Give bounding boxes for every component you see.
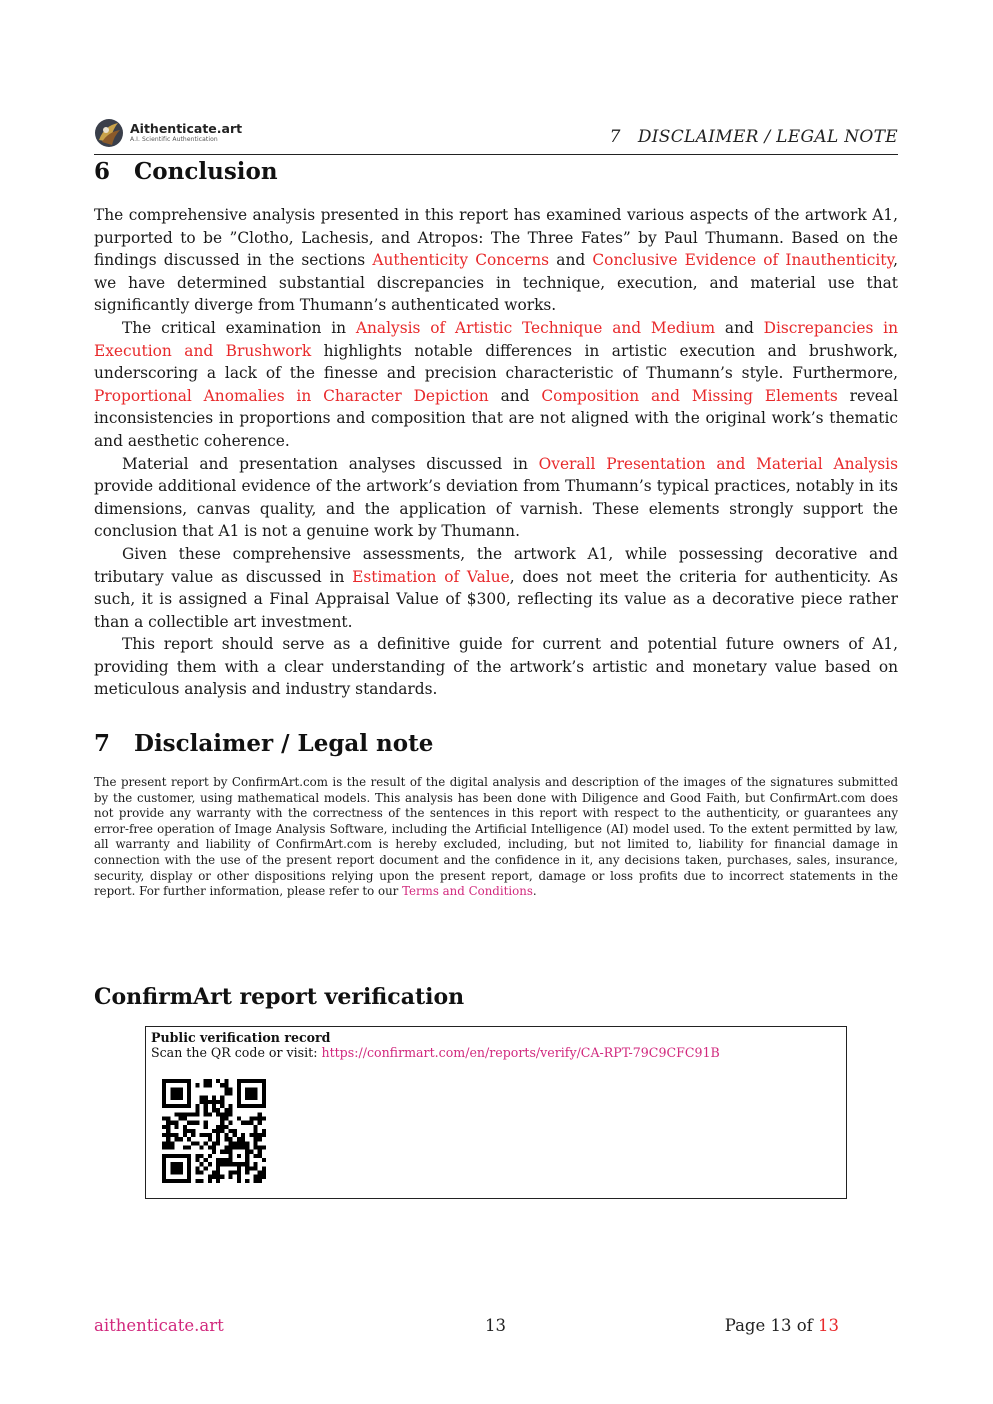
logo-icon <box>94 118 124 148</box>
verification-box <box>145 1026 847 1199</box>
page-header <box>94 118 898 155</box>
section-number: 7 <box>94 730 111 757</box>
page-footer <box>94 1316 839 1338</box>
verification-box-title: Public verification record <box>151 1030 331 1045</box>
text-run: highlights notable differences in artistic execution and brushwork, underscoring a lack of the finesse and precision characteristic of Thumann’s style. Furthermore, <box>94 341 898 383</box>
section-link-artistic-technique[interactable]: Analysis of Artistic Technique and Medium <box>355 318 716 337</box>
paragraph <box>94 453 898 543</box>
footer-page-number: 13 <box>485 1316 506 1335</box>
qr-code-icon[interactable] <box>162 1079 266 1183</box>
text-run: . <box>532 884 537 899</box>
section-number: 6 <box>94 158 111 185</box>
section-link-estimation-of-value[interactable]: Estimation of Value <box>352 567 510 586</box>
section-link-composition-missing[interactable]: Composition and Missing Elements <box>541 386 838 405</box>
paragraph <box>94 633 898 701</box>
text-run: reveal inconsistencies in proportions and composition that are not aligned with the original work’s thematic and aesthetic coherence. <box>94 386 898 450</box>
text-run: The present report by ConfirmArt.com is the result of the digital analysis and description of the images of the signatures submitted by the customer, using mathematical models. This analysis has been done with Diligence and Good Faith, but ConfirmArt.com does not provide any warranty with the correctness of the sentences in this report with respect to the authenticity, or guarantees any error-free operation of Image Analysis Software, including the Artificial Intelligence (AI) model used. To the extent permitted by law, all warranty and liability of ConfirmArt.com is hereby excluded, including, but not limited to, liability for financial damage in connection with the use of the present report document and the confidence in it, any decisions taken, purchases, sales, insurance, security, display or other dispositions relying upon the present report, damage or loss profits due to incorrect statements in the report. For further information, please refer to our <box>94 775 898 899</box>
verification-url-link[interactable]: https://confirmart.com/en/reports/verify/CA-RPT-79C9CFC91B <box>321 1045 720 1060</box>
logo <box>94 118 242 148</box>
running-head: 7 DISCLAIMER / LEGAL NOTE <box>609 127 898 147</box>
section-link-presentation-material[interactable]: Overall Presentation and Material Analysis <box>538 454 898 473</box>
text-run: The comprehensive analysis presented in this report has examined various aspects of the artwork A1, purported to be ”Clotho, Lachesis, and Atropos: The Three Fates” by Paul Thumann. Based on the findings discussed in the sections <box>94 206 898 270</box>
verification-instructions <box>151 1045 720 1060</box>
paragraph <box>94 317 898 453</box>
text-run: , we have determined substantial discrepancies in technique, execution, and material use that significantly diverge from Thumann’s authenticated works. <box>94 251 898 315</box>
disclaimer-heading <box>94 730 433 757</box>
paragraph <box>94 204 898 317</box>
text-run: and <box>549 251 593 270</box>
paragraph <box>94 543 898 633</box>
text-run: Material and presentation analyses discussed in <box>122 454 539 473</box>
text-run: and <box>715 318 764 337</box>
logo-name: Aithenticate.art <box>130 120 243 136</box>
verification-heading: ConfirmArt report verification <box>94 984 465 1010</box>
section-link-authenticity-concerns[interactable]: Authenticity Concerns <box>372 251 550 270</box>
text-run: Given these comprehensive assessments, the artwork A1, while possessing decorative and tributary value as discussed in <box>94 544 898 586</box>
text-run: , does not meet the criteria for authenticity. As such, it is assigned a Final Appraisal Value of $300, reflecting its value as a decorative piece rather than a collectible art investment. <box>94 567 898 631</box>
text-run: The critical examination in <box>122 318 356 337</box>
section-link-discrepancies-execution[interactable]: Discrepancies in Execution and Brushwork <box>94 318 899 360</box>
conclusion-heading <box>94 158 278 185</box>
text-run: Scan the QR code or visit: <box>151 1045 322 1060</box>
text-run: Page 13 of <box>724 1316 818 1335</box>
section-link-conclusive-evidence[interactable]: Conclusive Evidence of Inauthenticity <box>592 251 894 270</box>
logo-tagline: A.I. Scientific Authentication <box>130 136 218 144</box>
text-run: provide additional evidence of the artwork’s deviation from Thumann’s typical practices, notably in its dimensions, canvas quality, and the application of varnish. These elements strongly support the conclusion that A1 is not a genuine work by Thumann. <box>94 477 898 541</box>
text-run: This report should serve as a definitive guide for current and potential future owners of A1, providing them with a clear understanding of the artwork’s artistic and monetary value based on meticulous analysis and industry standards. <box>94 635 898 699</box>
section-title: Conclusion <box>134 158 278 185</box>
terms-and-conditions-link[interactable]: Terms and Conditions <box>402 884 533 899</box>
page-total-link[interactable]: 13 <box>818 1316 839 1335</box>
disclaimer-text <box>94 775 898 900</box>
section-title: Disclaimer / Legal note <box>134 730 434 757</box>
text-run: and <box>488 386 542 405</box>
footer-site-link[interactable]: aithenticate.art <box>94 1316 224 1335</box>
section-link-proportional-anomalies[interactable]: Proportional Anomalies in Character Depiction <box>94 386 489 405</box>
conclusion-body <box>94 204 898 701</box>
footer-page-count <box>725 1316 839 1335</box>
